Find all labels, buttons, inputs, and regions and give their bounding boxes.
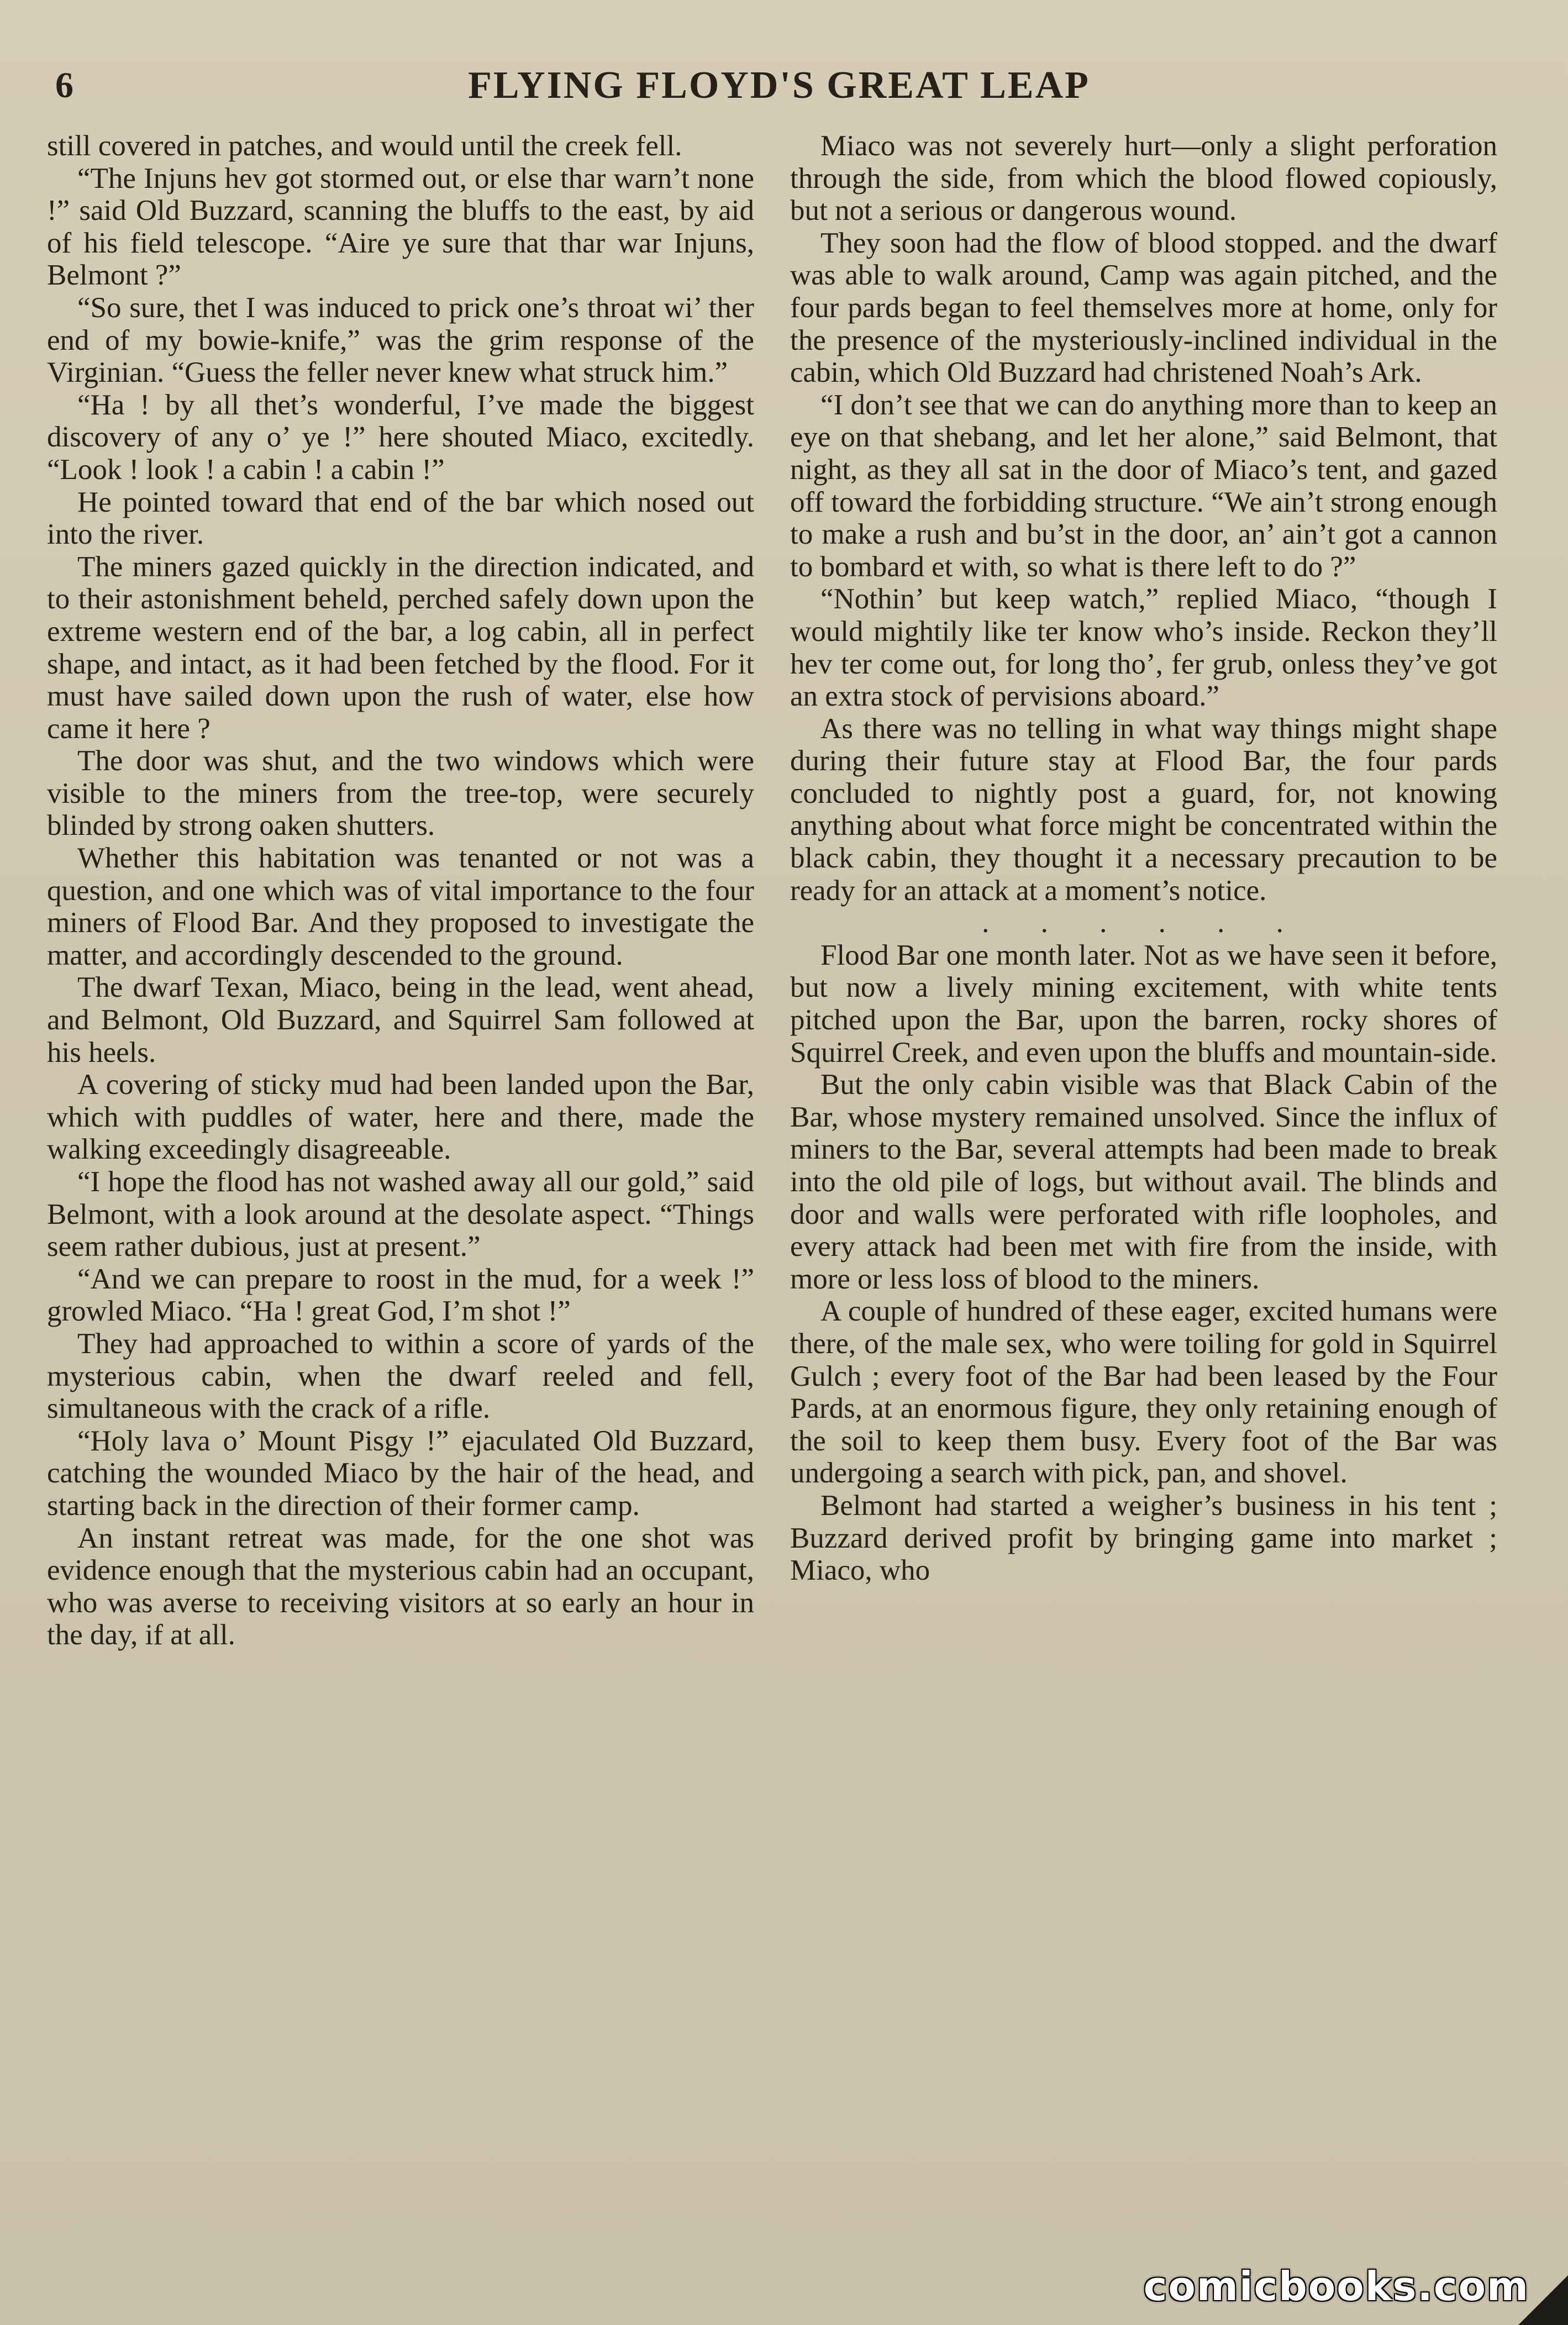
running-title: FLYING FLOYD'S GREAT LEAP (468, 64, 1090, 107)
page-number: 6 (55, 65, 73, 106)
page-corner-curl (1518, 2275, 1568, 2325)
section-separator: . . . . . . (982, 907, 1306, 939)
paragraph: He pointed toward that end of the bar which nosed out into the river. (47, 486, 754, 551)
paragraph: They soon had the flow of blood stopped. and the dwarf was able to walk around, Camp was again pitched, and the four pards began to feel themselves more at home, only for the presence of the mysteriously-inclined individual in the cabin, which Old Buzzard had christened Noah’s Ark. (790, 227, 1497, 389)
paragraph: “Holy lava o’ Mount Pisgy !” ejaculated Old Buzzard, catching the wounded Miaco by the hair of the head, and starting back in the direction of their former camp. (47, 1424, 754, 1522)
paragraph: But the only cabin visible was that Black Cabin of the Bar, whose mystery remained unsolved. Since the influx of miners to the Bar, several attempts had been made to break into the old pile of logs, but without avail. The blinds and door and walls were perforated with rifle loopholes, and every attack had been met with fire from the inside, with more or less loss of blood to the miners. (790, 1069, 1497, 1295)
right-column (790, 130, 1497, 2207)
paragraph: “I hope the flood has not washed away all our gold,” said Belmont, with a look around at the desolate aspect. “Things seem rather dubious, just at present.” (47, 1166, 754, 1263)
paragraph: The miners gazed quickly in the direction indicated, and to their astonishment beheld, perched safely down upon the extreme western end of the bar, a log cabin, all in perfect shape, and intact, as it had been fetched by the flood. For it must have sailed down upon the rush of water, else how came it here ? (47, 550, 754, 745)
paragraph: “And we can prepare to roost in the mud, for a week !” growled Miaco. “Ha ! great God, I’m shot !” (47, 1263, 754, 1328)
paragraph: They had approached to within a score of yards of the mysterious cabin, when the dwarf reeled and fell, simultaneous with the crack of a rifle. (47, 1327, 754, 1425)
paragraph: A covering of sticky mud had been landed upon the Bar, which with puddles of water, here and there, made the walking exceedingly disagreeable. (47, 1069, 754, 1166)
paragraph: Belmont had started a weigher’s business in his tent ; Buzzard derived profit by bringing game into market ; Miaco, who (790, 1489, 1497, 1587)
paragraph: An instant retreat was made, for the one shot was evidence enough that the mysterious cabin had an occupant, who was averse to receiving visitors at so early an hour in the day, if at all. (47, 1522, 754, 1651)
paragraph: “So sure, thet I was induced to prick one’s throat wi’ ther end of my bowie-knife,” was the grim response of the Virginian. “Guess the feller never knew what struck him.” (47, 291, 754, 389)
paragraph: still covered in patches, and would until the creek fell. (47, 130, 682, 162)
left-column (47, 130, 754, 2207)
paragraph: The door was shut, and the two windows which were visible to the miners from the tree-top, were securely blinded by strong oaken shutters. (47, 745, 754, 842)
watermark: comicbooks.com (1143, 2263, 1529, 2310)
paragraph: Whether this habitation was tenanted or not was a question, and one which was of vital importance to the four miners of Flood Bar. And they proposed to investigate the matter, and accordingly descended to the ground. (47, 842, 754, 971)
page-header (44, 55, 1514, 116)
paragraph: As there was no telling in what way things might shape during their future stay at Flood Bar, the four pards concluded to nightly post a guard, for, not knowing anything about what force might be concentrated within the black cabin, they thought it a necessary precaution to be ready for an attack at a moment’s notice. (790, 712, 1497, 907)
paragraph: “The Injuns hev got stormed out, or else thar warn’t none !” said Old Buzzard, scanning the bluffs to the east, by aid of his field telescope. “Aire ye sure that thar war Injuns, Belmont ?” (47, 162, 754, 292)
paragraph: Miaco was not severely hurt—only a slight perforation through the side, from which the blood flowed copiously, but not a serious or dangerous wound. (790, 130, 1497, 227)
paragraph: “Nothin’ but keep watch,” replied Miaco, “though I would mightily like ter know who’s inside. Reckon they’ll hev ter come out, for long tho’, fer grub, onless they’ve got an extra stock of pervisions aboard.” (790, 583, 1497, 713)
paragraph: Flood Bar one month later. Not as we have seen it before, but now a lively mining excitement, with white tents pitched upon the Bar, upon the barren, rocky shores of Squirrel Creek, and even upon the bluffs and mountain-side. (790, 939, 1497, 1069)
paragraph: A couple of hundred of these eager, excited humans were there, of the male sex, who were toiling for gold in Squirrel Gulch ; every foot of the Bar had been leased by the Four Pards, at an enormous figure, they only retaining enough of the soil to keep them busy. Every foot of the Bar was undergoing a search with pick, pan, and shovel. (790, 1295, 1497, 1490)
paragraph: “I don’t see that we can do anything more than to keep an eye on that shebang, and let her alone,” said Belmont, that night, as they all sat in the door of Miaco’s tent, and gazed off toward the forbidding structure. “We ain’t strong enough to make a rush and bu’st in the door, an’ ain’t got a cannon to bombard et with, so what is there left to do ?” (790, 388, 1497, 583)
paragraph: The dwarf Texan, Miaco, being in the lead, went ahead, and Belmont, Old Buzzard, and Squirrel Sam followed at his heels. (47, 971, 754, 1069)
paragraph: “Ha ! by all thet’s wonderful, I’ve made the biggest discovery of any o’ ye !” here shouted Miaco, excitedly. “Look ! look ! a cabin ! a cabin !” (47, 388, 754, 486)
